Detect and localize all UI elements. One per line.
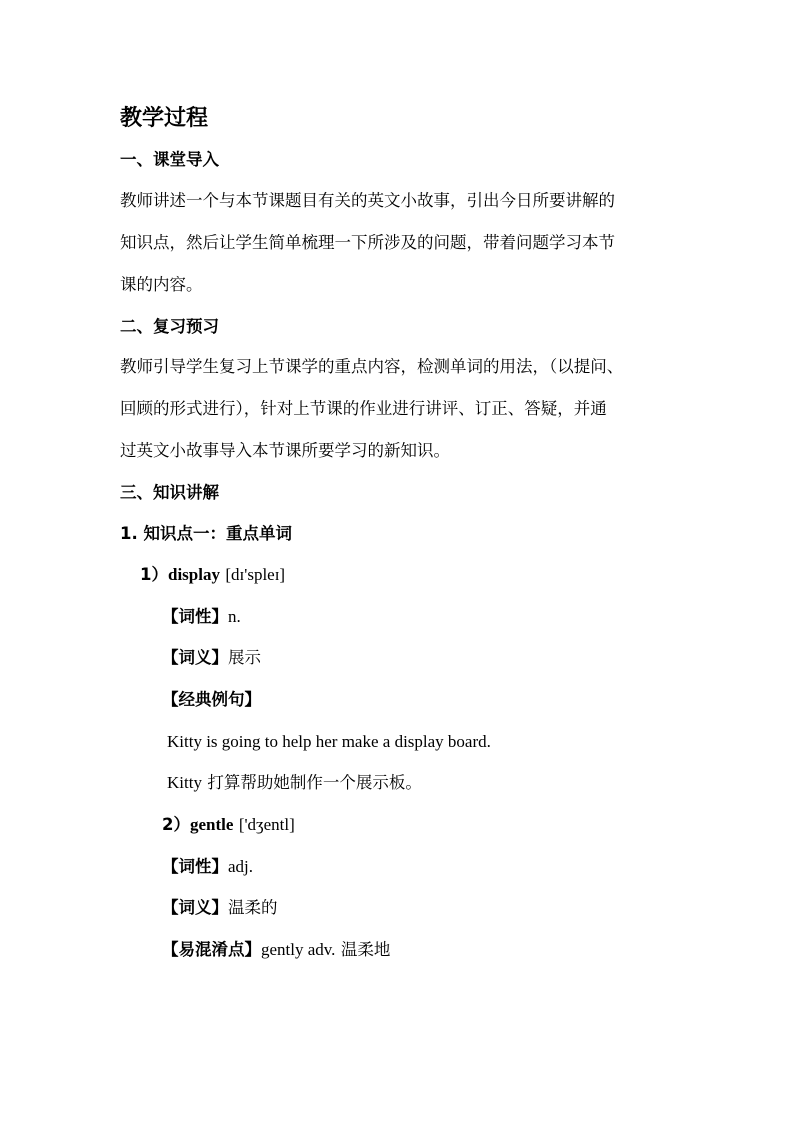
paragraph-line: 知识点，然后让学生简单梳理一下所涉及的问题，带着问题学习本节 bbox=[120, 233, 615, 252]
meaning-label: 【词义】 bbox=[162, 898, 228, 917]
word-headword: gentle bbox=[189, 815, 234, 834]
example-name: Kitty bbox=[167, 773, 202, 792]
example-sentence-en: Kitty is going to help her make a display board. bbox=[167, 732, 491, 751]
pos-value: n. bbox=[228, 607, 241, 626]
pos-label: 【词性】 bbox=[162, 857, 228, 876]
confusable-word: gently adv. bbox=[261, 940, 336, 959]
confusable-label: 【易混淆点】 bbox=[162, 940, 261, 959]
example-sentence-zh bbox=[167, 772, 422, 794]
confusable-line bbox=[162, 939, 390, 961]
word-entry-display bbox=[140, 564, 285, 586]
meaning-value: 展示 bbox=[228, 648, 261, 667]
example-label-line bbox=[162, 689, 261, 711]
meaning-line bbox=[162, 897, 278, 919]
word-number: 2） bbox=[162, 815, 190, 834]
section-heading-knowledge: 三、知识讲解 bbox=[120, 483, 219, 502]
word-entry-gentle bbox=[162, 814, 295, 836]
meaning-line bbox=[162, 647, 261, 669]
page-title: 教学过程 bbox=[120, 105, 209, 131]
paragraph-line: 过英文小故事导入本节课所要学习的新知识。 bbox=[120, 441, 450, 460]
pos-line bbox=[162, 606, 241, 628]
paragraph-line: 课的内容。 bbox=[120, 275, 203, 294]
word-number: 1） bbox=[140, 565, 168, 584]
paragraph-line: 回顾的形式进行），针对上节课的作业进行讲评、订正、答疑，并通 bbox=[120, 399, 607, 418]
word-phonetic: ['dʒentl] bbox=[238, 815, 295, 834]
meaning-label: 【词义】 bbox=[162, 648, 228, 667]
word-headword: display bbox=[167, 565, 220, 584]
section-heading-review: 二、复习预习 bbox=[120, 317, 219, 336]
pos-label: 【词性】 bbox=[162, 607, 228, 626]
paragraph-line: 教师讲述一个与本节课题目有关的英文小故事，引出今日所要讲解的 bbox=[120, 191, 615, 210]
pos-line bbox=[162, 856, 253, 878]
confusable-meaning: 温柔地 bbox=[340, 940, 391, 959]
pos-value: adj. bbox=[228, 857, 254, 876]
example-translation: 打算帮助她制作一个展示板。 bbox=[207, 773, 422, 792]
section-heading-intro: 一、课堂导入 bbox=[120, 150, 219, 169]
word-phonetic: [dɪ'spleɪ] bbox=[225, 565, 286, 584]
paragraph-line: 教师引导学生复习上节课学的重点内容，检测单词的用法，（以提问、 bbox=[120, 357, 624, 376]
example-label: 【经典例句】 bbox=[162, 690, 261, 709]
meaning-value: 温柔的 bbox=[228, 898, 278, 917]
knowledge-point-heading: 1. 知识点一：重点单词 bbox=[120, 524, 292, 543]
